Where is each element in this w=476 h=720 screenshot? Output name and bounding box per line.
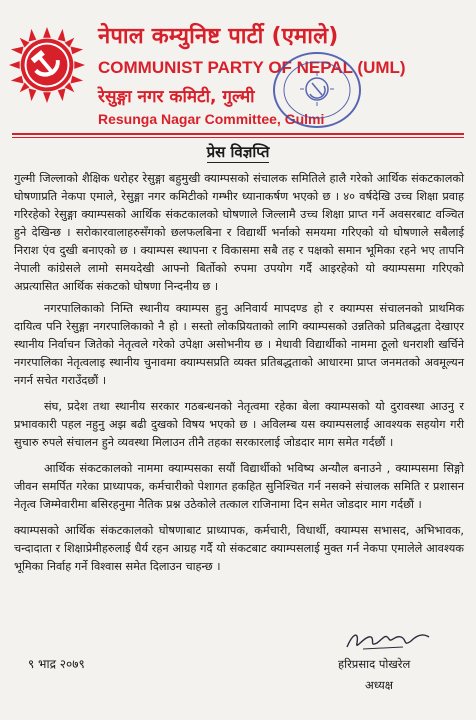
committee-name-english: Resunga Nagar Committee, Gulmi: [98, 111, 325, 127]
header-rule: [12, 133, 464, 135]
paragraph: क्याम्पसको आर्थिक संकटकालको घोषणाबाट प्राध्यापक, कर्मचारी, विधार्थी, क्याम्पस सभासद, अभिभावक, चन्दादाता र शिक्षाप्रेमीहरुलाई धैर्य रहन आग्रह गर्दै यो संकटबाट क्याम्पसलाई मुक्त गर्न नेकपा एमालेले आवश्यक भूमिका निर्वाह गर्ने विश्वास समेत दिलाउन चाहन्छ ।: [14, 524, 464, 573]
header-rule-thin: [12, 137, 464, 138]
paragraph: गुल्मी जिल्लाको शैक्षिक धरोहर रेसुङ्गा बहुमुखी क्याम्पसको संचालक समितिले हालै गरेको आर्थिक संकटकालको घोषणाप्रति नेकपा एमाले, रेसुङ्गा नगर कमिटीको गम्भीर ध्यानाकर्षण भएको छ । ४० वर्षदेखि उच्च शिक्षा प्रवाह गरिरहेको रेसुङ्गा क्याम्पसको आर्थिक संकटकालको घोषणाले जिल्लामै उच्च शिक्षा प्राप्त गर्ने अवसरबाट वञ्चित हुने देखिन्छ । सरोकारवालाहरुसँगको छलफलबिना र विद्यार्थी भर्नाको समयमा गरिएको यो घोषणाले सबैलाई निराश एंव दुखी बनाएको छ । क्याम्पस स्थापना र विकासमा सबै तह र पक्षको समान भूमिका रहने भए तापनि नेपाली कांग्रेसले लामो समयदेखी आफ्नो बिर्तोको रुपमा उपयोग गर्दै आइरहेको यो क्याम्पसमा गरिएको अप्रत्यासित आर्थिक संकटको घोषणा निन्दनीय छ ।: [14, 172, 465, 293]
signatory-name: हरिप्रसाद पोखरेल: [338, 657, 411, 671]
handwritten-signature: [343, 625, 435, 655]
document-heading: प्रेस विज्ञप्ति: [206, 143, 270, 161]
paragraph: संघ, प्रदेश तथा स्थानीय सरकार गठबन्धनको नेतृत्वमा रहेका बेला क्याम्पसको यो दुरावस्था आउनु र प्रभावकारी पहल नहुनु अझ बढी दुखको विषय भएको छ । अविलम्ब यस क्याम्पसलाई आवश्यक सहयोग गरी सुचारु रुपले संचालन हुने व्यवस्था मिलाउन तीनै तहका सरकारलाई जोडदार माग समेत गर्दछौं ।: [14, 400, 464, 449]
hammer-and-sickle-sun-logo: [8, 26, 86, 104]
party-name-nepali: नेपाल कम्युनिष्ट पार्टी (एमाले): [98, 24, 339, 49]
document-date: ९ भाद्र २०७९: [28, 657, 85, 671]
paragraph: नगरपालिकाको निम्ति स्थानीय क्याम्पस हुनु अनिवार्य मापदण्ड हो र क्याम्पस संचालनको प्राथमिक दायित्व पनि रेसुङ्गा नगरपालिकाको नै हो । सस्तो लोकप्रियताको लागि क्याम्पसको उन्नतिको प्रतिबद्धता देखाएर स्थानीय निर्वाचन जितेको नेतृत्वले गरेको उपेक्षा असोभनीय छ । मेधावी विद्यार्थीको नाममा ठूलो धनराशी खर्चिने नगरपालिका नेतृत्वलाइ स्थानीय चुनावमा क्याम्पसप्रति व्यक्त प्रतिबद्धताको आधारमा प्राप्त जनमतको अवमूल्यन नगर्न सचेत गराउँदछौं ।: [14, 302, 464, 387]
office-stamp: [271, 50, 363, 130]
party-name-english: COMMUNIST PARTY OF NEPAL (UML): [98, 58, 406, 77]
paragraph: आर्थिक संकटकालको नाममा क्याम्पसका सयौं विद्यार्थीको भविष्य अन्यौल बनाउने , क्याम्पसमा सिङ्गो जीवन समर्पित गरेका प्राध्यापक, कर्मचारीको पेशागत हकहित सुनिश्चित गर्न नसक्ने संचालक समिति र प्रशासन नेतृत्व जिम्मेवारीमा बसिरहनुमा नैतिक प्रश्न उठेकोले तत्काल राजिनामा दिन समेत जोडदार माग गर्दछौं ।: [14, 462, 464, 511]
letterhead: [0, 0, 476, 130]
signatory-title: अध्यक्ष: [365, 678, 394, 692]
committee-name-nepali: रेसुङ्गा नगर कमिटी, गुल्मी: [98, 87, 255, 107]
document-body: [14, 170, 464, 584]
